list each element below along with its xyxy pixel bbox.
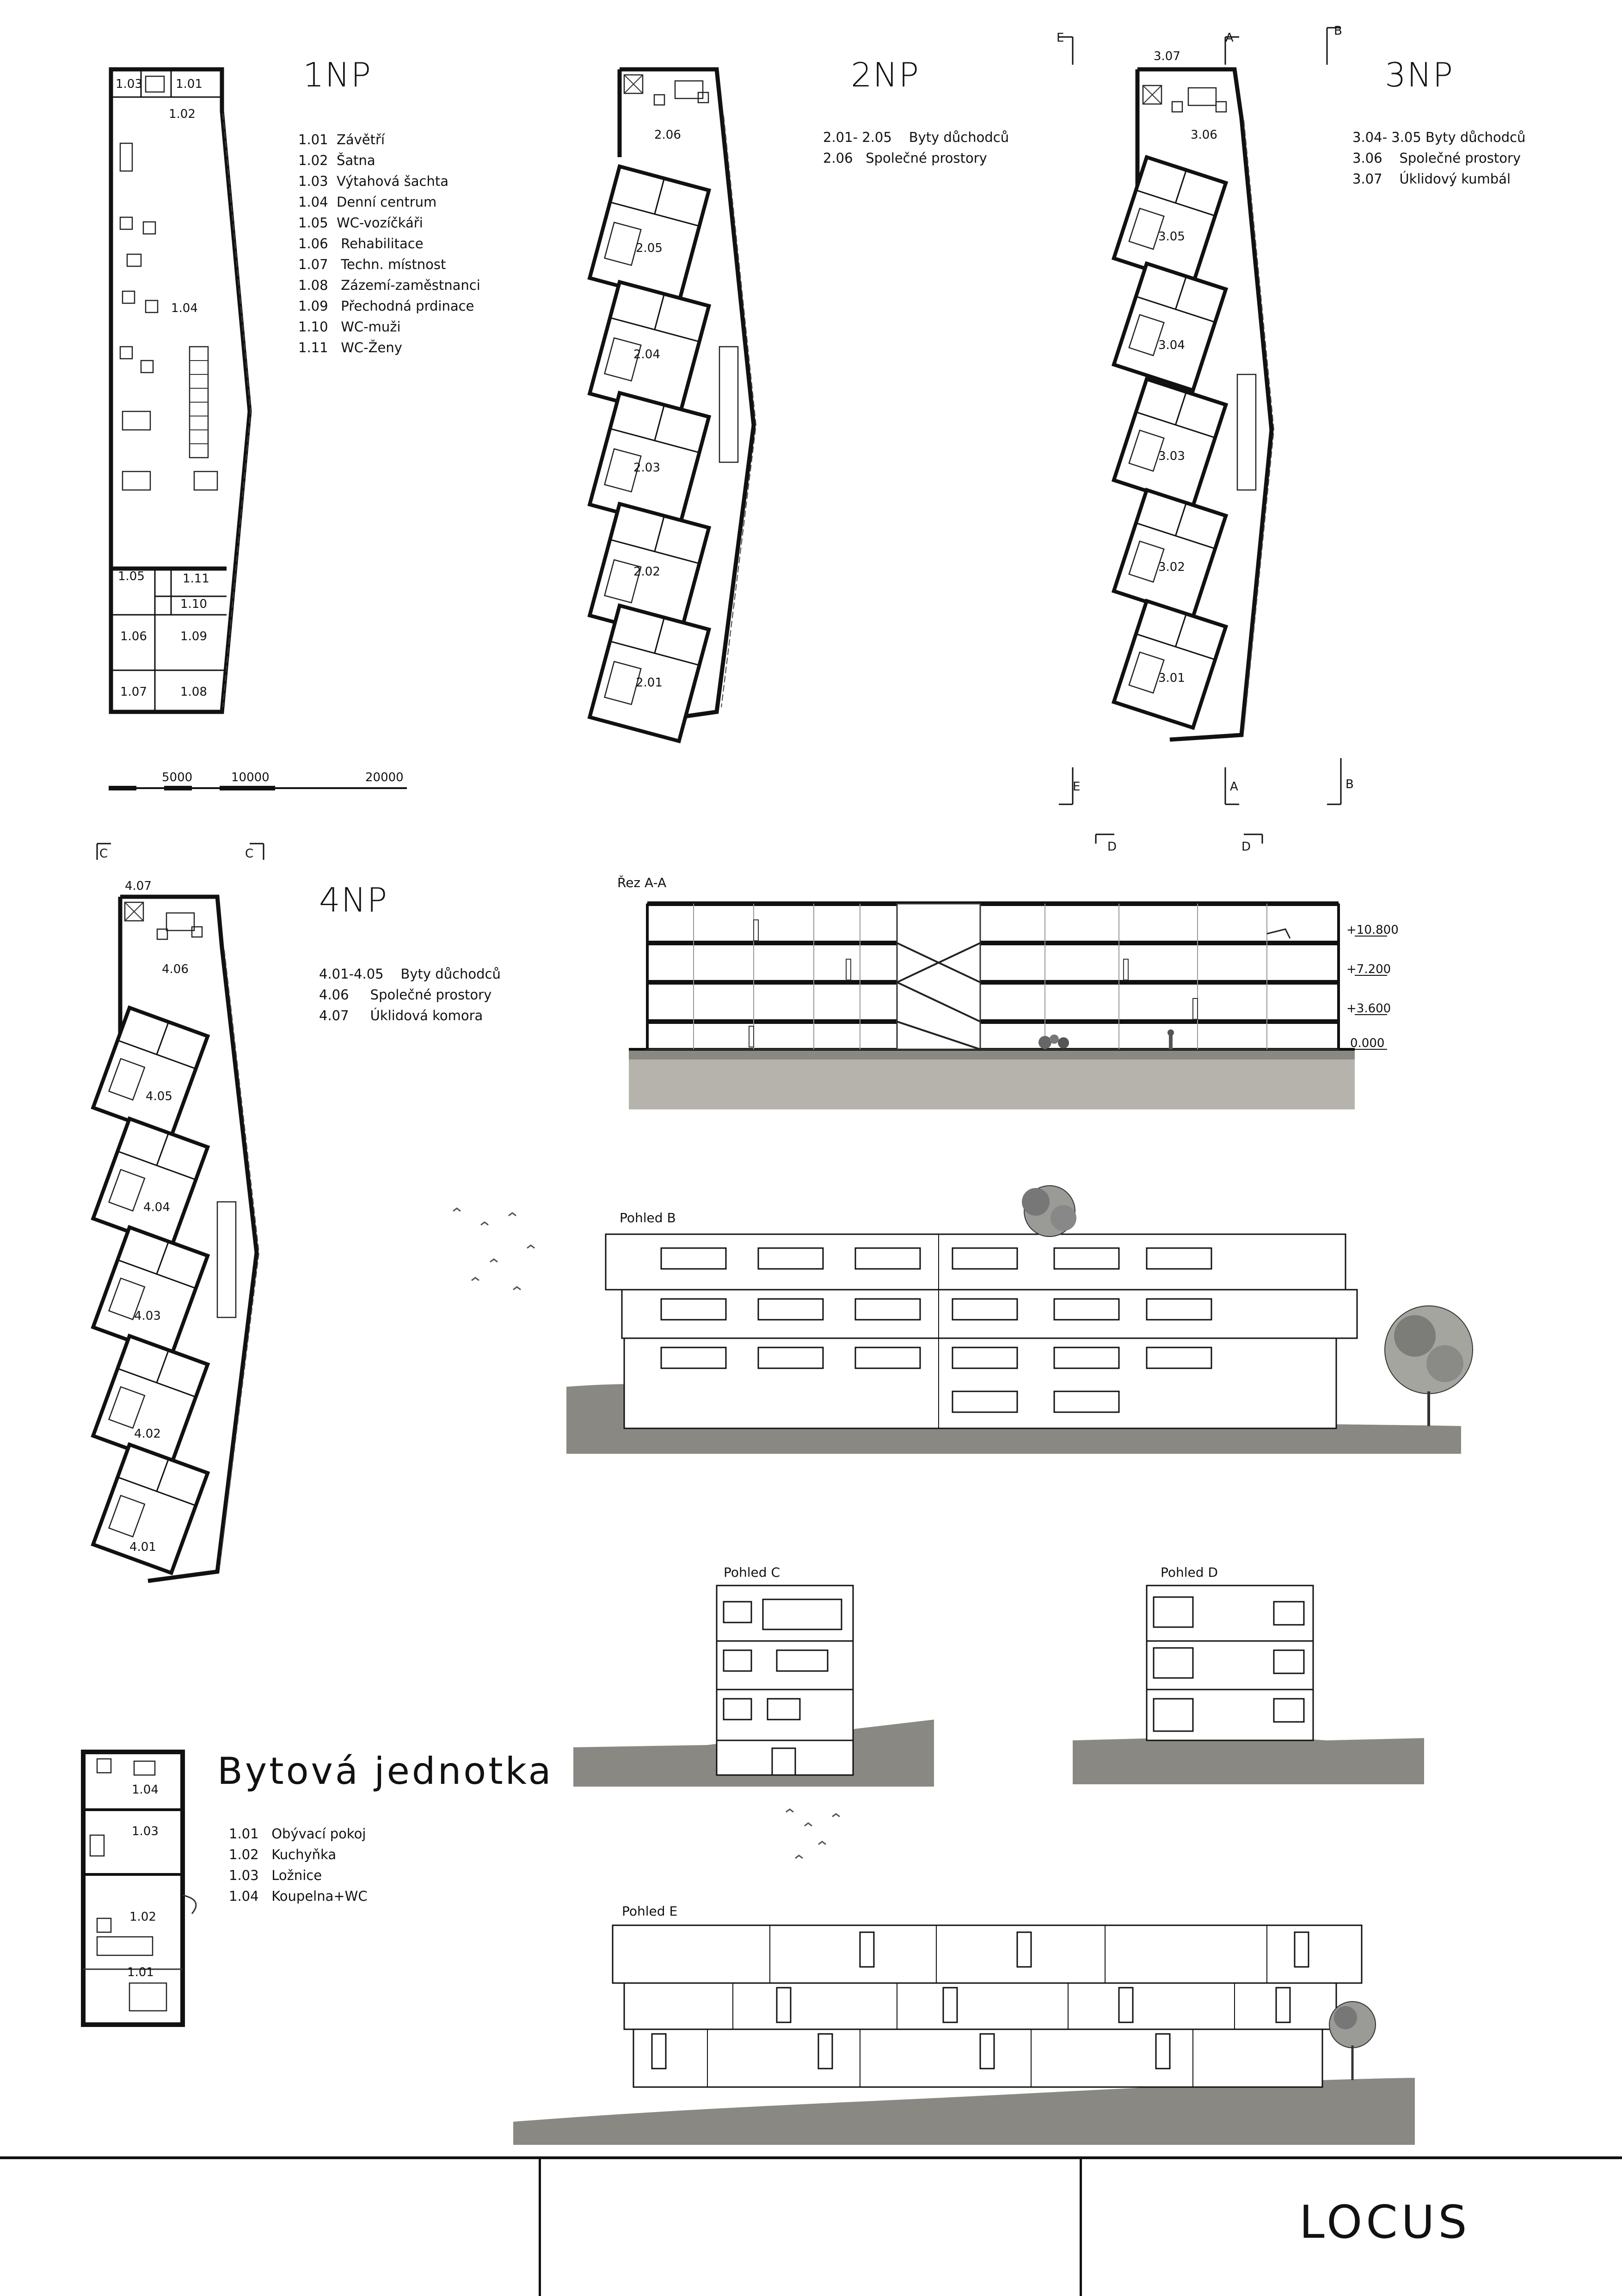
birds-decoration xyxy=(444,1197,564,1308)
room-number: 2.05 xyxy=(636,241,663,255)
room-number: 3.01 xyxy=(1158,671,1185,685)
legend-item: 3.04- 3.05 Byty důchodců xyxy=(1352,129,1526,145)
legend-item: 1.04 Koupelna+WC xyxy=(229,1888,368,1904)
view-e-title: Pohled E xyxy=(622,1904,678,1919)
room-number: 3.05 xyxy=(1158,230,1185,244)
level-label: +3.600 xyxy=(1346,1002,1391,1016)
floor-legend-4np xyxy=(319,964,501,1026)
room-number: 4.03 xyxy=(134,1309,161,1323)
room-number: 1.11 xyxy=(183,572,209,586)
section-mark-b: B xyxy=(1334,24,1342,38)
legend-item: 4.07 Úklidová komora xyxy=(319,1008,483,1023)
apartment-unit-plan xyxy=(69,1743,217,2029)
room-number: 4.02 xyxy=(134,1427,161,1441)
legend-item: 1.02 Kuchyňka xyxy=(229,1847,337,1862)
section-mark-a: A xyxy=(1225,31,1234,45)
view-d-title: Pohled D xyxy=(1161,1565,1218,1580)
section-mark-d: D xyxy=(1107,840,1117,854)
section-markers-d xyxy=(1091,832,1276,860)
legend-item: 4.01-4.05 Byty důchodců xyxy=(319,966,501,982)
legend-item: 1.05 WC-vozíčkáři xyxy=(298,215,423,231)
floor-legend-2np xyxy=(823,127,1009,169)
section-mark-a: A xyxy=(1230,780,1238,794)
section-title: Řez A-A xyxy=(617,875,667,890)
room-number: 1.04 xyxy=(132,1783,159,1797)
section-mark-e: E xyxy=(1057,31,1064,45)
room-number: 1.10 xyxy=(180,597,207,611)
legend-item: 1.04 Denní centrum xyxy=(298,194,437,210)
title-block-divider xyxy=(1080,2159,1082,2296)
room-number: 4.05 xyxy=(146,1090,172,1103)
floor-legend-3np xyxy=(1352,127,1525,190)
section-mark-d: D xyxy=(1241,840,1251,854)
level-label: +7.200 xyxy=(1346,962,1391,976)
section-mark-b: B xyxy=(1346,778,1354,791)
legend-item: 1.06 Rehabilitace xyxy=(298,236,424,251)
room-number: 1.03 xyxy=(116,77,142,91)
unit-legend xyxy=(229,1824,368,1907)
legend-item: 1.07 Techn. místnost xyxy=(298,257,446,272)
legend-item: 4.06 Společné prostory xyxy=(319,987,492,1003)
floor-title-3np: 3NP xyxy=(1385,55,1454,94)
view-d-elevation xyxy=(1068,1581,1429,1794)
section-a-a xyxy=(601,892,1433,1133)
unit-title: Bytová jednotka xyxy=(217,1750,553,1793)
floor-legend-1np xyxy=(298,129,480,358)
scale-label: 10000 xyxy=(231,771,270,784)
legend-item: 1.10 WC-muži xyxy=(298,319,401,335)
room-number: 2.03 xyxy=(633,461,660,475)
room-number: 2.06 xyxy=(654,128,681,142)
legend-item: 3.07 Úklidový kumbál xyxy=(1352,171,1511,187)
view-e-elevation xyxy=(509,1918,1433,2149)
legend-item: 3.06 Společné prostory xyxy=(1352,150,1521,166)
room-number: 2.01 xyxy=(636,676,663,690)
room-number: 1.01 xyxy=(176,77,203,91)
legend-item: 1.01 Závětří xyxy=(298,132,385,147)
legend-item: 1.08 Zázemí-zaměstnanci xyxy=(298,277,480,293)
level-label: +10.800 xyxy=(1346,923,1399,937)
room-number: 3.07 xyxy=(1154,49,1180,63)
room-number: 4.07 xyxy=(125,879,152,893)
room-number: 4.04 xyxy=(143,1200,170,1214)
room-number: 1.06 xyxy=(120,630,147,643)
room-number: 1.01 xyxy=(127,1965,154,1979)
floor-title-1np: 1NP xyxy=(303,55,372,94)
level-label: 0.000 xyxy=(1350,1036,1385,1050)
scale-label: 5000 xyxy=(162,771,193,784)
room-number: 1.02 xyxy=(129,1910,156,1924)
legend-item: 1.03 Ložnice xyxy=(229,1867,322,1883)
floor-title-4np: 4NP xyxy=(319,881,388,919)
room-number: 3.06 xyxy=(1191,128,1217,142)
room-number: 1.02 xyxy=(169,107,196,121)
section-markers-c xyxy=(90,841,275,869)
floor-plan-4np xyxy=(92,869,287,1609)
legend-item: 1.01 Obývací pokoj xyxy=(229,1826,366,1842)
birds-decoration xyxy=(777,1803,869,1877)
legend-item: 1.03 Výtahová šachta xyxy=(298,173,449,189)
section-markers xyxy=(1050,18,1373,814)
room-number: 1.03 xyxy=(132,1825,159,1838)
room-number: 3.04 xyxy=(1158,338,1185,352)
room-number: 1.09 xyxy=(180,630,207,643)
room-number: 1.08 xyxy=(180,685,207,699)
floor-title-2np: 2NP xyxy=(851,55,920,94)
title-block-divider xyxy=(539,2159,541,2296)
view-c-title: Pohled C xyxy=(724,1565,780,1580)
scale-bar xyxy=(106,767,421,795)
room-number: 3.03 xyxy=(1158,449,1185,463)
room-number: 1.07 xyxy=(120,685,147,699)
legend-item: 1.11 WC-Ženy xyxy=(298,340,402,355)
title-block xyxy=(0,2156,1622,2293)
room-number: 3.02 xyxy=(1158,560,1185,574)
room-number: 2.04 xyxy=(633,348,660,361)
section-mark-c: C xyxy=(99,847,108,861)
room-number: 1.05 xyxy=(118,569,145,583)
view-c-elevation xyxy=(569,1581,939,1803)
room-number: 4.06 xyxy=(162,962,189,976)
scale-label: 20000 xyxy=(365,771,404,784)
section-mark-c: C xyxy=(245,847,254,861)
view-b-elevation xyxy=(564,1174,1489,1461)
section-mark-e: E xyxy=(1073,780,1081,794)
brand-logo-text: LOCUS xyxy=(1299,2196,1471,2249)
legend-item: 2.01- 2.05 Byty důchodců xyxy=(823,129,1009,145)
room-number: 4.01 xyxy=(129,1540,156,1554)
legend-item: 1.09 Přechodná prdinace xyxy=(298,298,474,314)
floor-plan-1np xyxy=(102,60,287,716)
floor-plan-2np xyxy=(592,60,786,726)
room-number: 2.02 xyxy=(633,565,660,579)
view-b-title: Pohled B xyxy=(620,1210,676,1225)
legend-item: 1.02 Šatna xyxy=(298,153,375,168)
room-number: 1.04 xyxy=(171,301,198,315)
legend-item: 2.06 Společné prostory xyxy=(823,150,987,166)
